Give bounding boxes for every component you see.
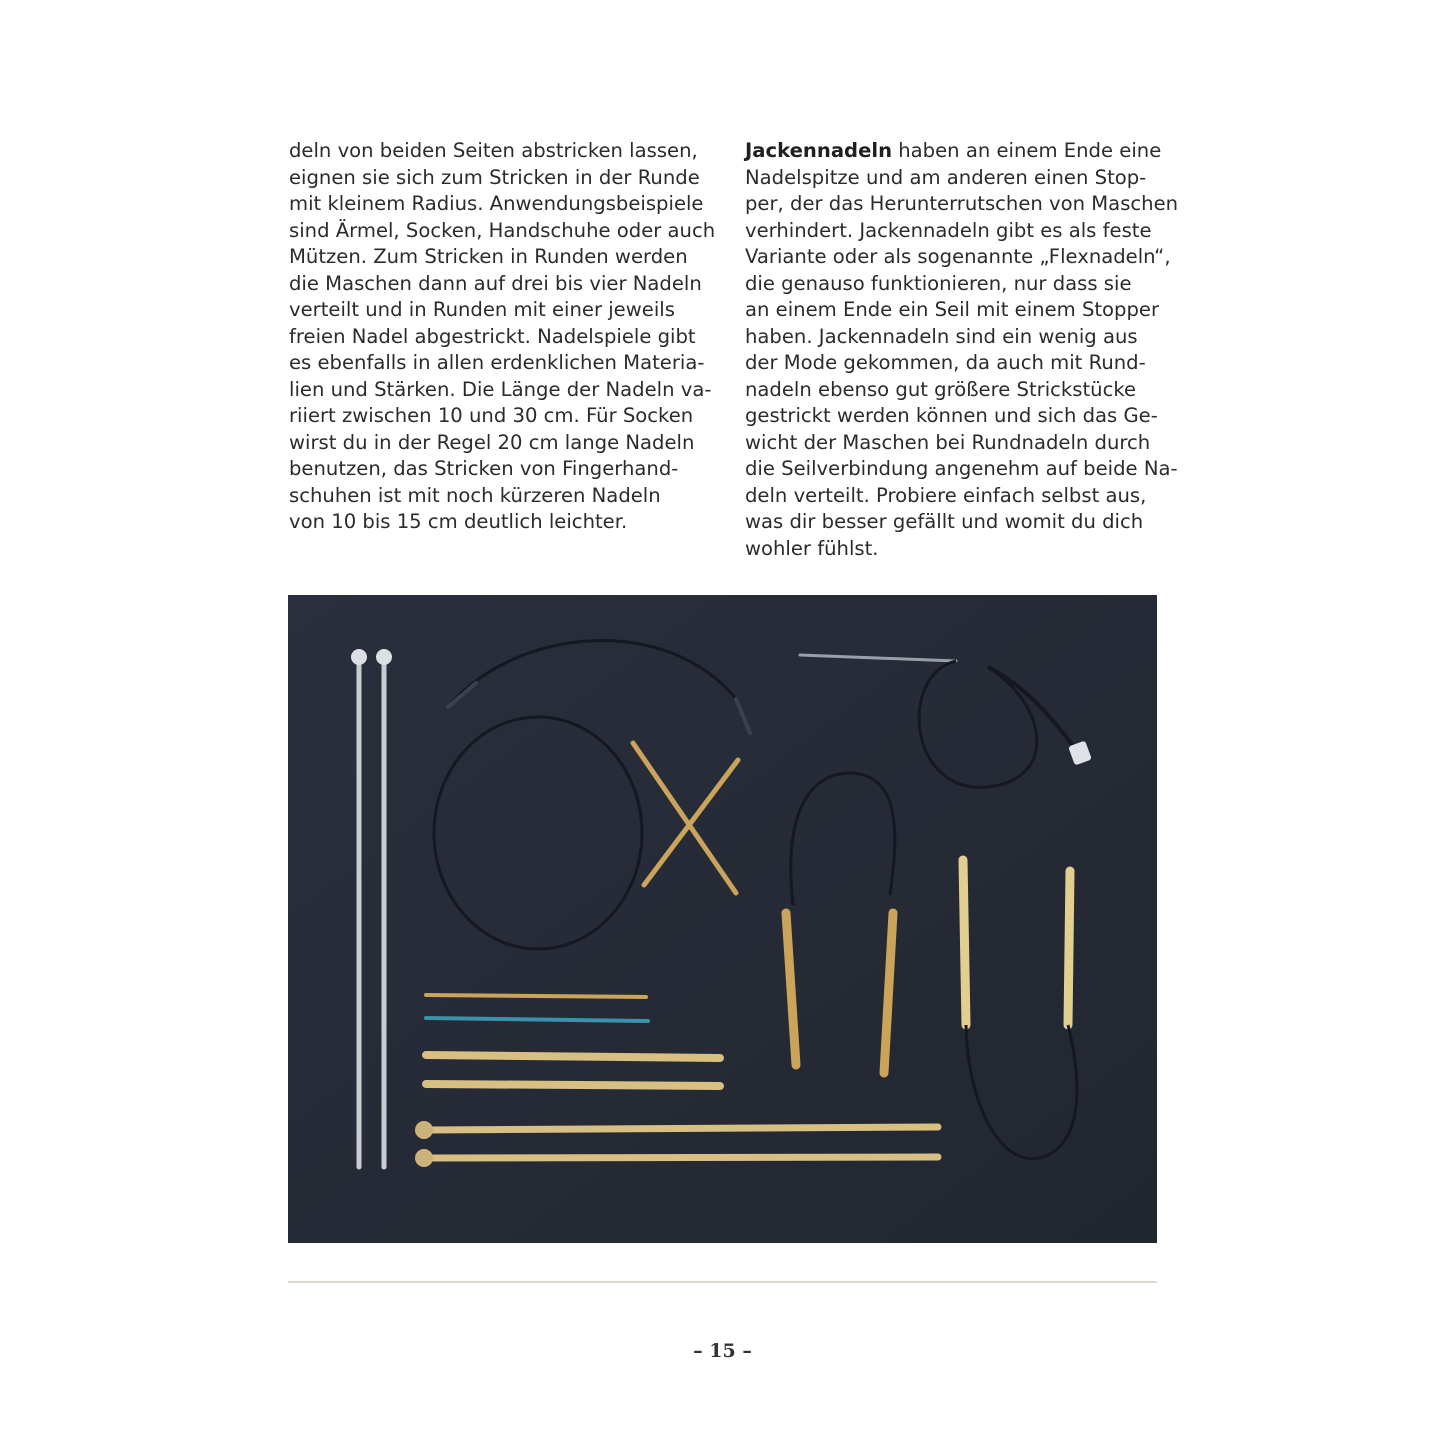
text-line-first xyxy=(745,138,1165,165)
needles-illustration xyxy=(288,595,1157,1243)
text-line: freien Nadel abgestrickt. Nadelspiele gibt xyxy=(289,324,696,348)
text-line: schuhen ist mit noch kürzeren Nadeln xyxy=(289,483,661,507)
page-number: – 15 – xyxy=(693,1340,752,1362)
text-line: wicht der Maschen bei Rundnadeln durch xyxy=(745,430,1151,454)
text-line: verhindert. Jackennadeln gibt es als feste xyxy=(745,218,1152,242)
knitting-needles-photo xyxy=(288,595,1157,1243)
text-line: nadeln ebenso gut größere Strickstücke xyxy=(745,377,1137,401)
text-line: der Mode gekommen, da auch mit Rund- xyxy=(745,351,1146,374)
text-line: per, der das Herunterrutschen von Maschen xyxy=(745,192,1179,215)
text-line: eignen sie sich zum Stricken in der Runde xyxy=(289,165,700,189)
text-line: sind Ärmel, Socken, Handschuhe oder auch xyxy=(289,218,716,242)
text-line: mit kleinem Radius. Anwendungsbeispiele xyxy=(289,192,704,215)
lead-term: Jackennadeln xyxy=(745,139,893,162)
text-line: Mützen. Zum Stricken in Runden werden xyxy=(289,245,688,268)
text-line: Nadelspitze und am anderen einen Stop- xyxy=(745,165,1147,189)
right-text-column xyxy=(745,138,1179,562)
footer-divider xyxy=(288,1281,1157,1283)
text-line: Variante oder als sogenannte „Flexnadeln“, xyxy=(745,245,1171,268)
text-line: gestrickt werden können und sich das Ge- xyxy=(745,404,1158,427)
text-line: wohler fühlst. xyxy=(745,536,879,560)
text-line: die Seilverbindung angenehm auf beide Na- xyxy=(745,457,1178,480)
text-line: wirst du in der Regel 20 cm lange Nadeln xyxy=(289,430,695,454)
text-line: an einem Ende ein Seil mit einem Stopper xyxy=(745,298,1160,321)
left-text-column xyxy=(289,138,716,536)
text-line: deln verteilt. Probiere einfach selbst aus, xyxy=(745,483,1147,507)
text-line: benutzen, das Stricken von Fingerhand- xyxy=(289,457,679,480)
lead-line-rest: haben an einem Ende eine xyxy=(892,139,1162,162)
text-line: die Maschen dann auf drei bis vier Nadeln xyxy=(289,271,702,295)
text-line: riiert zwischen 10 und 30 cm. Für Socken xyxy=(289,404,694,427)
text-line: die genauso funktionieren, nur dass sie xyxy=(745,271,1132,295)
text-line: deln von beiden Seiten abstricken lassen, xyxy=(289,139,698,162)
text-line: verteilt und in Runden mit einer jeweils xyxy=(289,298,675,321)
text-line: lien und Stärken. Die Länge der Nadeln va- xyxy=(289,377,712,401)
text-line: was dir besser gefällt und womit du dich xyxy=(745,510,1144,533)
text-line: haben. Jackennadeln sind ein wenig aus xyxy=(745,324,1138,348)
text-line: es ebenfalls in allen erdenklichen Materia- xyxy=(289,351,705,374)
text-line: von 10 bis 15 cm deutlich leichter. xyxy=(289,510,628,533)
